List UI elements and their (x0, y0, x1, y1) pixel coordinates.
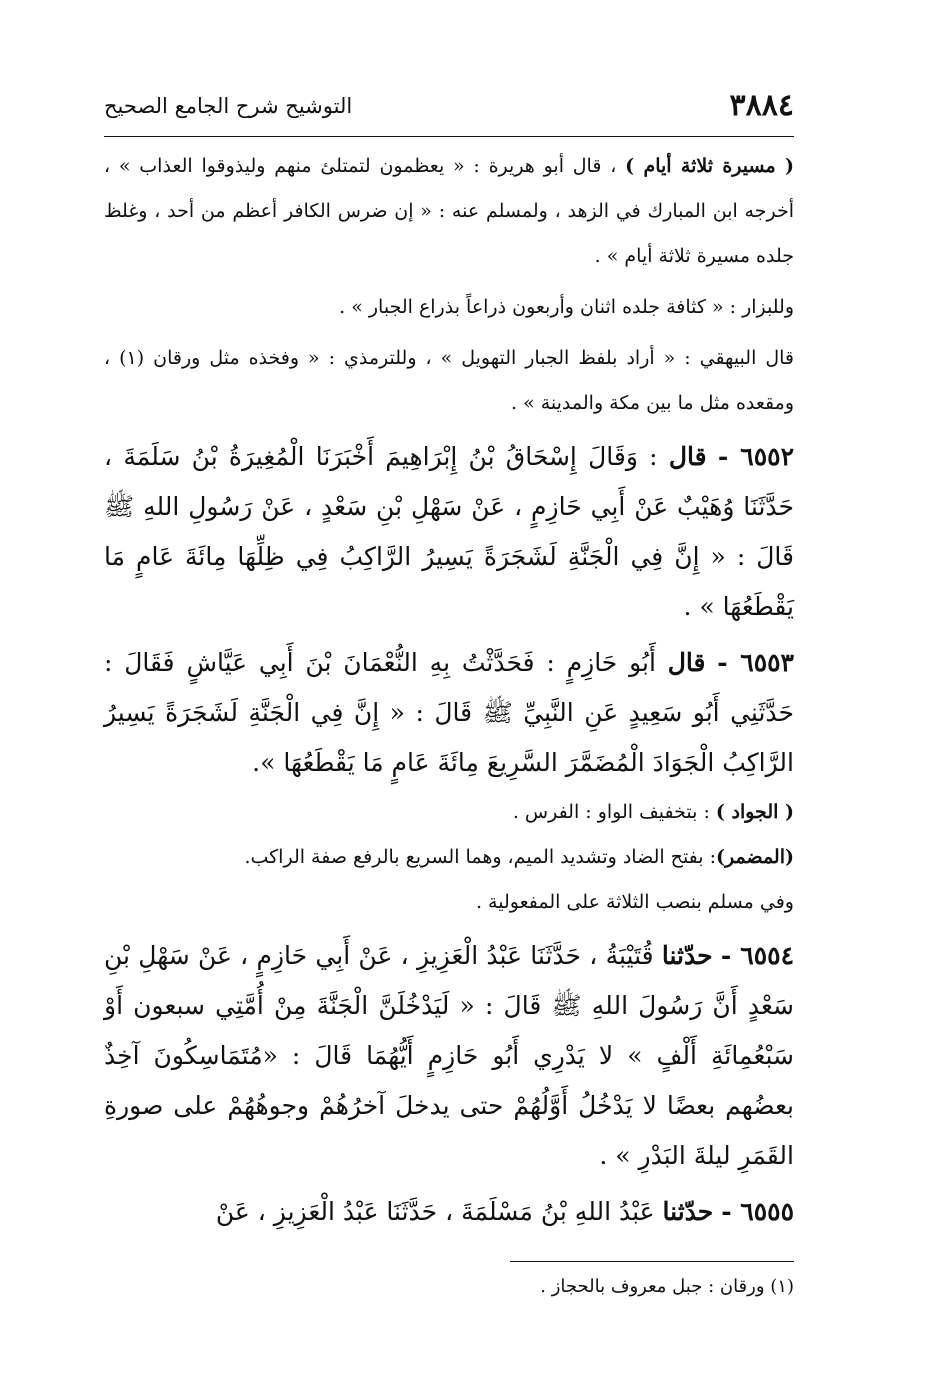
hadith-lead-word: حدّثنا (661, 941, 713, 970)
hadith-lead-word: حدّثنا (662, 1197, 714, 1226)
commentary-paragraph: وللبزار : « كثافة جلده اثنان وأربعون ذراعاً بذراع الجبار » . (339, 296, 794, 318)
hadith-text: عَبْدُ اللهِ بْنُ مَسْلَمَةَ ، حَدَّثَنَا عَبْدُ الْعَزِيزِ ، عَنْ (215, 1197, 663, 1226)
commentary-paragraph (104, 144, 794, 279)
hadith-text: أَبُو حَازِمٍ : فَحَدَّثْتُ بِهِ النُّعْمَانَ بْنَ أَبِي عَيَّاشٍ فَقَالَ : حَدَّثَنِي أَبُو سَعِيدٍ عَنِ النَّبِيِّ ﷺ قَالَ : « إِنَّ فِي الْجَنَّةِ لَشَجَرَةً يَسِيرُ الرَّاكِبُ الْجَوَادَ الْمُضَمَّرَ السَّرِيعَ مِائَةَ عَامٍ مَا يَقْطَعُهَا ». (104, 648, 794, 777)
hadith-6554 (104, 931, 794, 1181)
commentary-text: قال البيهقي : « أراد بلفظ الجبار التهويل » ، وللترمذي : « وفخذه مثل ورقان (144, 347, 795, 369)
hadith-lead-word: قال (667, 648, 706, 677)
hadith-text: : وَقَالَ إِسْحَاقُ بْنُ إِبْرَاهِيمَ أَخْبَرَنَا الْمُغِيرَةُ بْنُ سَلَمَةَ ، حَدَّثَنَا وُهَيْبٌ عَنْ أَبِي حَازِمٍ ، عَنْ سَهْلِ بْنِ سَعْدٍ ، عَنْ رَسُولِ اللهِ ﷺ قَالَ : « إِنَّ فِي الْجَنَّةِ لَشَجَرَةً يَسِيرُ الرَّاكِبُ فِي ظِلِّهَا مِائَةَ عَامٍ مَا يَقْطَعُهَا » . (104, 442, 794, 621)
running-title: التوشيح شرح الجامع الصحيح (104, 94, 353, 118)
hadith-text: قُتَيْبَةُ ، حَدَّثَنَا عَبْدُ الْعَزِيزِ ، عَنْ أَبِي حَازِمٍ ، عَنْ سَهْلِ بْنِ سَعْدٍ أَنَّ رَسُولَ اللهِ ﷺ قَالَ : « لَيَدْخُلَنَّ الْجَنَّةَ مِنْ أُمَّتِي سبعون أَوْ سَبْعُمِائَةِ أَلْفٍ » لا يَدْرِي أَبُو حَازِمٍ أَيُّهُمَا قَالَ : «مُتَمَاسِكُونَ آخِذٌ بعضُهم بعضًا لا يَدْخُلُ أَوَّلُهُمْ حتى يدخلَ آخرُهُمْ وجوهُهُمْ على صورةِ القَمَرِ ليلةَ البَدْرِ » . (104, 941, 794, 1170)
hadith-number: ٦٥٥٤ - (720, 941, 794, 970)
footnote-reference: (١) (119, 347, 145, 369)
commentary-paragraph (104, 835, 794, 880)
commentary-paragraph (104, 336, 794, 426)
hadith-number: ٦٥٥٣ - (717, 648, 794, 677)
footnote-divider (510, 1261, 794, 1262)
page-number: ٣٨٨٤ (729, 88, 794, 123)
hadith-6555 (104, 1187, 794, 1237)
bold-term: ( الجواد ) (715, 801, 794, 823)
hadith-6552 (104, 432, 794, 632)
commentary-text: : بتخفيف الواو : الفرس . (512, 801, 716, 823)
commentary-text: ، ومقعده مثل ما بين مكة والمدينة » . (104, 347, 794, 414)
commentary-text: : بفتح الضاد وتشديد الميم، وهما السريع بالرفع صفة الراكب. (244, 846, 717, 868)
commentary-paragraph: وفي مسلم بنصب الثلاثة على المفعولية . (475, 891, 794, 913)
hadith-6553 (104, 638, 794, 788)
hadith-number: ٦٥٥٥ - (721, 1197, 794, 1226)
hadith-number: ٦٥٥٢ - (717, 442, 794, 471)
commentary-paragraph (104, 790, 794, 835)
page-body (104, 144, 794, 1239)
commentary-text: ، قال أبو هريرة : « يعظمون لتمتلئ منهم وليذوقوا العذاب » ، أخرجه ابن المبارك في الزهد ، ولمسلم عنه : « إن ضرس الكافر أعظم من أحد ، وغلظ جلده مسيرة ثلاثة أيام » . (104, 155, 794, 267)
bold-term: ( مسيرة ثلاثة أيام ) (625, 155, 794, 177)
bold-term: (المضمر) (716, 846, 794, 868)
footnote: (١) ورقان : جبل معروف بالحجاز . (540, 1276, 794, 1297)
page-header (104, 86, 794, 137)
hadith-lead-word: قال (668, 442, 707, 471)
